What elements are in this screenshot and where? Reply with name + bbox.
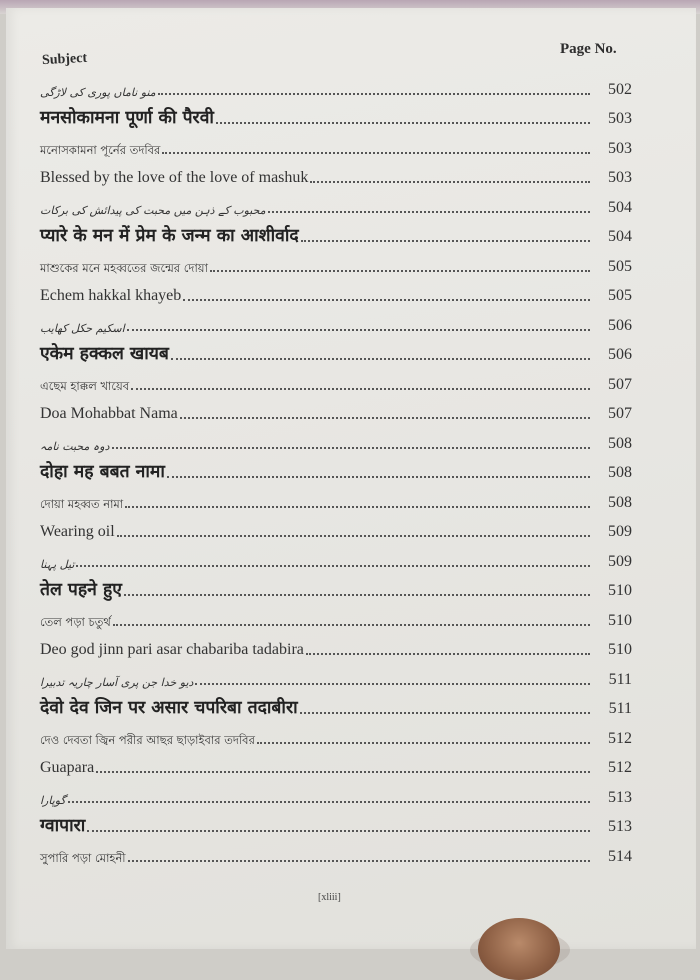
dot-leader [158,93,590,95]
toc-page-number: 513 [608,818,632,835]
toc-subject: Echem hakkal khayeb [40,287,182,304]
dot-leader [87,830,590,832]
dot-leader [210,270,590,272]
toc-subject: Blessed by the love of the love of mashuk [40,169,309,186]
dot-leader [257,742,590,744]
dot-leader [306,653,590,655]
toc-entry [40,70,632,100]
dot-leader [112,447,590,449]
toc-entry [40,159,632,189]
toc-page-number: 508 [608,434,632,452]
dot-leader [76,565,590,567]
toc-page-number: 504 [608,228,632,245]
toc-entry [40,454,632,484]
toc-entry [40,749,632,779]
dot-leader [128,860,590,862]
toc-page-number: 510 [608,611,632,629]
toc-page-number: 514 [608,847,632,865]
dot-leader [68,801,590,803]
dot-leader [301,240,590,242]
thumb-image [478,918,560,980]
toc-subject: اسکیم حکل کھایب [40,321,125,335]
toc-entry [40,660,632,690]
toc-page-number: 510 [608,582,632,599]
toc-page-number: 507 [608,375,632,393]
dot-leader [124,594,590,596]
toc-entry [40,395,632,425]
toc-entry [40,306,632,336]
dot-leader [183,299,590,301]
toc-page-number: 510 [608,641,632,658]
toc-page-number: 503 [608,110,632,127]
dot-leader [300,712,590,714]
toc-subject: মাশুকের মনে মহব্বতের জন্মের দোয়া [40,261,208,275]
toc-page-number: 506 [608,316,632,334]
toc-page-number: 505 [608,257,632,275]
toc-entry [40,808,632,838]
toc-entry [40,601,632,631]
dot-leader [171,358,590,360]
toc-subject: محبوب کے ذہن میں محبت کی پیدائش کی برکات [40,203,266,217]
toc-entry [40,631,632,661]
toc-page-number: 503 [608,169,632,186]
toc-subject: মনোসকামনা পূর্নের তদবির [40,143,161,157]
toc-subject: दोहा मह बबत नामा [40,461,165,482]
dot-leader [180,417,590,419]
toc-page-number: 508 [608,464,632,481]
page-number-column-header: Page No. [560,41,617,57]
toc-page-number: 511 [608,670,632,688]
toc-subject: দোয়া মহব্বত নামা [40,497,124,511]
toc-page-number: 506 [608,346,632,363]
table-of-contents [40,70,632,867]
toc-subject: Doa Mohabbat Nama [40,405,178,422]
toc-subject: تیل پہنا [40,557,75,571]
toc-entry [40,129,632,159]
toc-subject: گوپارا [40,793,66,807]
toc-entry [40,424,632,454]
toc-entry [40,719,632,749]
toc-subject: সুপারি পড়া মোহনী [40,851,126,865]
toc-subject: دوہ محبت نامہ [40,439,110,453]
toc-entry [40,365,632,395]
dot-leader [131,388,590,390]
toc-entry [40,572,632,602]
toc-subject: देवो देव जिन पर असार चपरिबा तदाबीरा [40,697,298,718]
toc-entry [40,542,632,572]
toc-page-number: 504 [608,198,632,216]
page-roman-numeral: [xliii] [318,892,341,903]
dot-leader [268,211,590,213]
toc-subject: Guapara [40,759,95,776]
toc-entry [40,277,632,307]
toc-entry [40,483,632,513]
toc-entry [40,690,632,720]
dot-leader [167,476,590,478]
dot-leader [96,771,590,773]
toc-subject: ग्वापारा [40,815,86,836]
toc-page-number: 512 [608,729,632,747]
toc-page-number: 512 [608,759,632,776]
toc-subject: منو ناماں پوری کی لاڑگی [40,85,156,99]
toc-entry [40,218,632,248]
toc-page-number: 509 [608,523,632,540]
toc-page-number: 503 [608,139,632,157]
toc-subject: এছেম হাক্কল খায়েব [40,379,130,393]
toc-page-number: 507 [608,405,632,422]
dot-leader [195,683,590,685]
subject-column-header: Subject [41,50,88,69]
dot-leader [127,329,590,331]
dot-leader [216,122,590,124]
toc-entry [40,837,632,867]
dot-leader [113,624,590,626]
toc-subject: प्यारे के मन में प्रेम के जन्म का आशीर्वाद [40,225,299,246]
toc-subject: Wearing oil [40,523,115,540]
toc-subject: দেও দেবতা জ্বিন পরীর আছর ছাড়াইবার তদবির [40,733,255,747]
toc-subject: دیو خدا جن پری آسار چاریہ تدبیرا [40,675,194,689]
toc-subject: Deo god jinn pari asar chabariba tadabira [40,641,304,658]
toc-subject: एकेम हक्कल खायब [40,343,169,364]
toc-page-number: 505 [608,287,632,304]
toc-page-number: 513 [608,788,632,806]
toc-entry [40,336,632,366]
toc-subject: तेल पहने हुए [40,579,122,600]
toc-entry [40,778,632,808]
toc-entry [40,188,632,218]
toc-entry [40,100,632,130]
toc-page-number: 511 [608,700,632,717]
dot-leader [125,506,590,508]
dot-leader [117,535,590,537]
toc-page-number: 508 [608,493,632,511]
toc-entry [40,247,632,277]
toc-page-number: 502 [608,80,632,98]
dot-leader [310,181,590,183]
toc-subject: তেল পড়া চতুর্থ [40,615,111,629]
toc-entry [40,513,632,543]
toc-subject: मनसोकामना पूर्णा की पैरवी [40,107,214,128]
toc-page-number: 509 [608,552,632,570]
dot-leader [162,152,590,154]
